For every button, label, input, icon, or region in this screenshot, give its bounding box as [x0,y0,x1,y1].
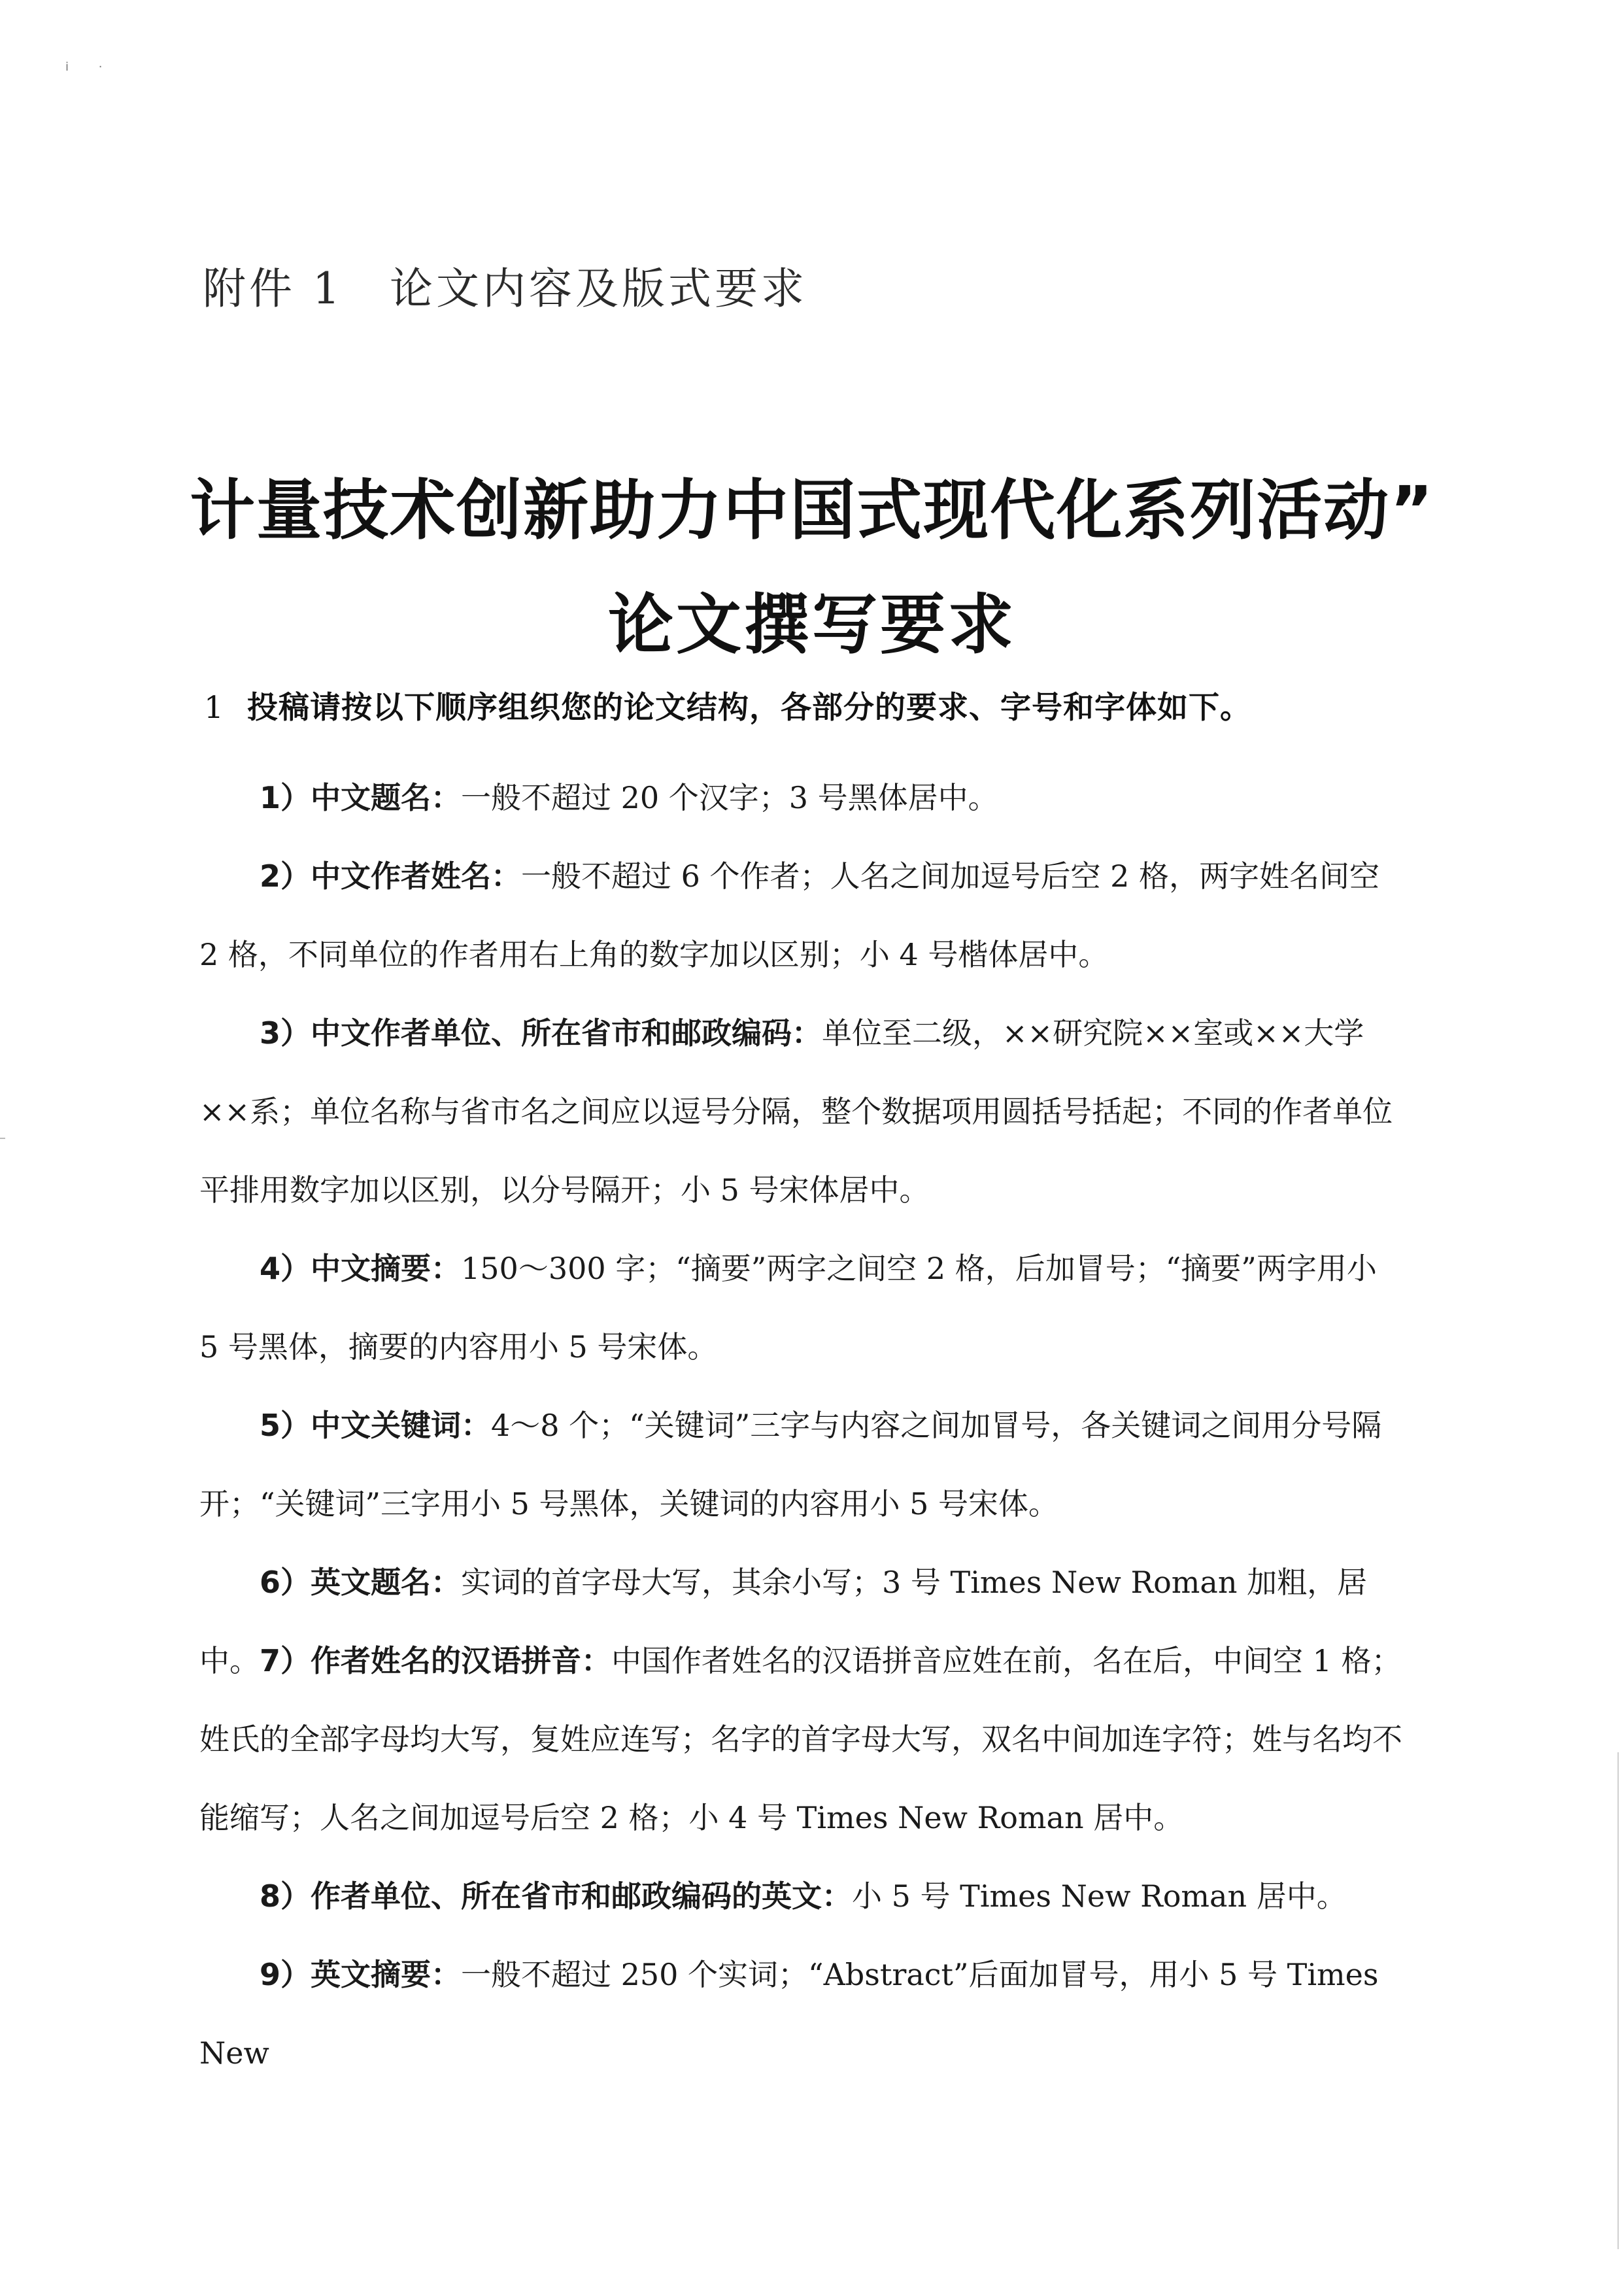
section-1-heading [204,683,1251,727]
requirement-item-7 [199,1622,1402,1857]
requirement-item-9 [199,1935,1402,2092]
requirement-label: 2）中文作者姓名： [260,858,522,894]
requirement-item-8 [199,1857,1402,1935]
requirement-label: 7）作者姓名的汉语拼音： [260,1643,612,1678]
document-title-line-2: 论文撰写要求 [608,586,1016,663]
document-title-line-1: 计量技术创新助力中国式现代化系列活动” [190,472,1434,549]
requirement-label: 3）中文作者单位、所在省市和邮政编码： [260,1015,822,1051]
section-number: 1 [204,690,224,726]
requirement-label: 4）中文摘要： [260,1251,462,1286]
requirement-item-2 [199,837,1402,994]
requirement-item-1 [199,758,1402,837]
attachment-label: 附件 1 论文内容及版式要求 [203,263,807,314]
requirement-text: 150～300 字；“摘要”两字之间空 2 格，后加冒号；“摘要”两字用小 5 号黑体，摘要的内容用小 5 号宋体。 [199,1251,1377,1365]
requirement-item-4 [199,1229,1402,1386]
scan-edge-tick [0,1138,5,1139]
requirement-text: 实词的首字母大写，其余小写；3 号 Times New Roman 加粗，居中。 [199,1565,1368,1678]
requirement-text: 4～8 个；“关键词”三字与内容之间加冒号，各关键词之间用分号隔开；“关键词”三字用小 5 号黑体，关键词的内容用小 5 号宋体。 [199,1408,1382,1521]
requirement-label: 9）英文摘要： [260,1957,462,1992]
requirement-text: 一般不超过 6 个作者；人名之间加逗号后空 2 格，两字姓名间空 2 格，不同单位的作者用右上角的数字加以区别；小 4 号楷体居中。 [199,858,1380,972]
requirement-label: 5）中文关键词： [260,1408,492,1443]
requirement-item-3 [199,994,1402,1229]
requirement-text: 一般不超过 20 个汉字；3 号黑体居中。 [461,780,998,815]
requirement-label: 8）作者单位、所在省市和邮政编码的英文： [260,1878,853,1914]
requirement-item-5 [199,1386,1402,1543]
scan-artifact: i · [65,60,116,74]
requirement-text: 单位至二级，××研究院××室或××大学××系；单位名称与省市名之间应以逗号分隔，整个数据项用圆括号括起；不同的作者单位平排用数字加以区别，以分号隔开；小 5 号宋体居中。 [199,1015,1393,1208]
requirement-label: 6）英文题名： [260,1565,462,1600]
requirement-text: 小 5 号 Times New Roman 居中。 [852,1878,1347,1914]
scan-edge-line [1617,1752,1619,2249]
requirement-label: 1）中文题名： [260,780,462,815]
requirement-text: 一般不超过 250 个实词；“Abstract”后面加冒号，用小 5 号 Times New [199,1957,1379,2071]
requirement-text: 中国作者姓名的汉语拼音应姓在前，名在后，中间空 1 格；姓氏的全部字母均大写，复姓应连写；名字的首字母大写，双名中间加连字符；姓与名均不能缩写；人名之间加逗号后空 2 格；小 4 号 Times New Roman 居中。 [199,1643,1402,1835]
section-text: 投稿请按以下顺序组织您的论文结构，各部分的要求、字号和字体如下。 [247,690,1251,726]
